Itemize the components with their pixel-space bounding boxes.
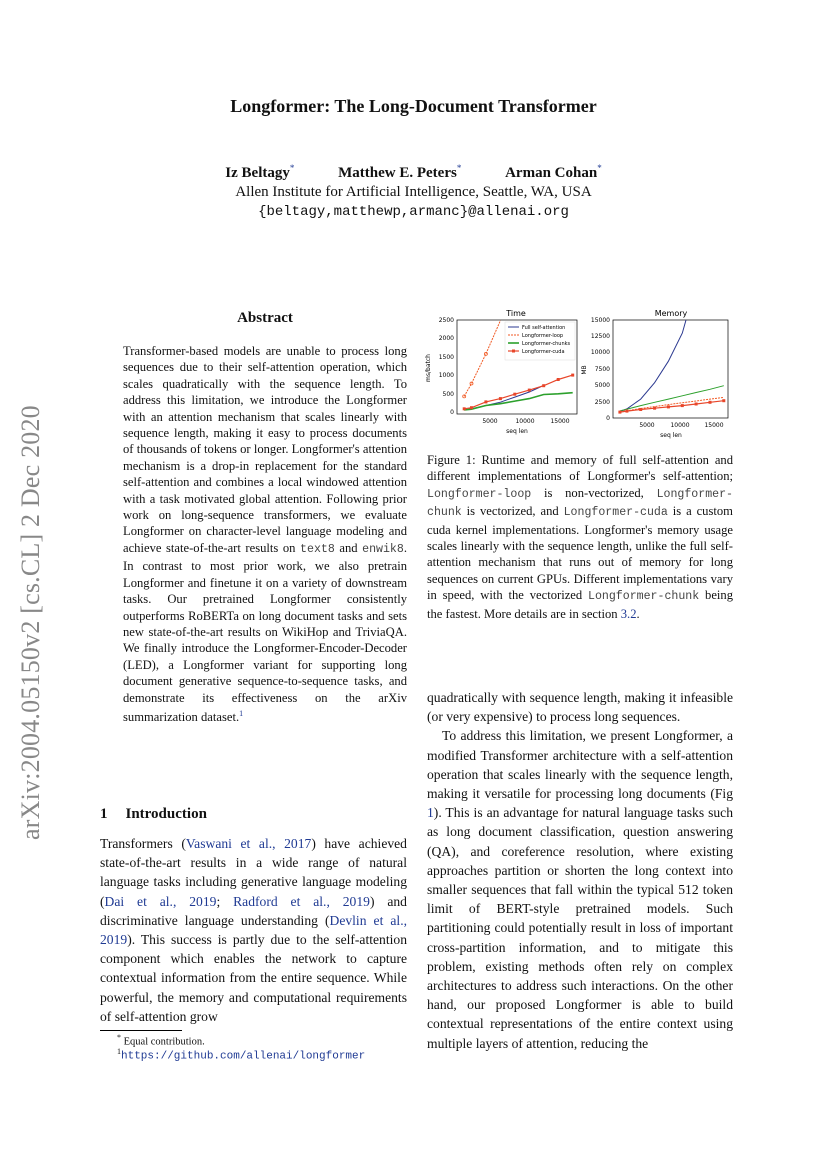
chart-title: Memory bbox=[654, 309, 688, 318]
svg-text:15000: 15000 bbox=[550, 418, 570, 425]
y-axis-label: ms/batch bbox=[425, 354, 432, 382]
svg-text:2000: 2000 bbox=[438, 335, 454, 342]
x-axis-label: seq len bbox=[660, 432, 682, 439]
author-name: Iz Beltagy* bbox=[225, 163, 295, 181]
author-emails: {beltagy,matthewp,armanc}@allenai.org bbox=[258, 204, 569, 220]
github-url-link[interactable]: https://github.com/allenai/longformer bbox=[121, 1050, 366, 1063]
svg-text:Longformer-loop: Longformer-loop bbox=[522, 333, 564, 339]
y-axis-ticks bbox=[591, 317, 610, 422]
y-axis-label: MB bbox=[581, 365, 588, 375]
memory-chart-svg bbox=[580, 306, 735, 446]
abstract-heading: Abstract bbox=[237, 310, 293, 326]
footnote-divider bbox=[100, 1030, 182, 1031]
citation-link[interactable]: Vaswani et al., 2017 bbox=[185, 836, 312, 851]
section-heading-introduction: 1 Introduction bbox=[100, 806, 207, 822]
footnote-link[interactable]: 1 bbox=[239, 708, 244, 718]
series-longformer-loop bbox=[620, 397, 724, 411]
series-longformer-loop bbox=[464, 321, 500, 397]
x-axis-label: seq len bbox=[506, 428, 528, 435]
svg-text:15000: 15000 bbox=[704, 422, 724, 429]
y-axis-ticks bbox=[439, 317, 454, 416]
paragraph: quadratically with sequence length, making it infeasible (or very expensive) to process long sequences. bbox=[427, 690, 733, 725]
svg-text:1000: 1000 bbox=[438, 372, 454, 379]
svg-text:7500: 7500 bbox=[594, 366, 610, 373]
svg-text:5000: 5000 bbox=[594, 382, 610, 389]
chart-legend bbox=[505, 322, 575, 360]
svg-text:10000: 10000 bbox=[670, 422, 690, 429]
author-list bbox=[0, 163, 827, 182]
svg-text:1500: 1500 bbox=[438, 354, 454, 361]
svg-text:2500: 2500 bbox=[438, 317, 454, 324]
svg-text:12500: 12500 bbox=[590, 333, 610, 340]
introduction-text: Transformers (Vaswani et al., 2017) have achieved state-of-the-art results in a wide range of natural language tasks including generative language modeling (Dai et al., 2019; Radford et al., 2019) and discriminative language understanding (Devlin et al., 2019). This success is partly due to the self-attention component which enables the network to capture contextual information from the entire sequence. While powerful, the memory and computational requirements of self-attention grow bbox=[100, 836, 407, 1024]
dataset-name: text8 bbox=[300, 542, 335, 556]
svg-text:500: 500 bbox=[442, 391, 454, 398]
chart-title: Time bbox=[506, 309, 526, 318]
figure-reference-link[interactable]: 1 bbox=[427, 805, 434, 821]
paper-title: Longformer: The Long-Document Transformer bbox=[230, 96, 597, 116]
footnote-github-link: $^1$https://github.com/allenai/longformer bbox=[117, 1047, 366, 1063]
affiliation: Allen Institute for Artificial Intelligence, Seattle, WA, USA bbox=[235, 184, 592, 200]
abstract-text: Transformer-based models are unable to process long sequences due to their self-attention operation, which scales quadratically with the sequence length. To address this limitation, we introduce the Longformer with an attention mechanism that scales linearly with sequence length, making it easy to process documents of thousands of tokens or longer. Longformer's attention mechanism is a drop-in replacement for the standard self-attention and combines a local windowed attention with a task motivated global attention. Following prior work on long-sequence transformers, we evaluate Longformer on character-level language modeling and achieve state-of-the-art results on text8 and enwik8. In contrast to most prior work, we also pretrain Longformer and finetune it on a variety of downstream tasks. Our pretrained Longformer consistently outperforms RoBERTa on long document tasks and sets new state-of-the-art results on WikiHop and TriviaQA. We finally introduce the Longformer-Encoder-Decoder (LED), a Longformer variant for supporting long document generative sequence-to-sequence tasks, and demonstrate its effectiveness on the arXiv summarization dataset.$^1$ bbox=[123, 344, 407, 725]
series-longformer-chunks bbox=[464, 393, 573, 410]
svg-text:Longformer-chunks: Longformer-chunks bbox=[522, 341, 571, 347]
section-reference-link[interactable]: 3.2 bbox=[620, 606, 637, 621]
figure-1-caption: Figure 1: Runtime and memory of full self-attention and different implementations of Longformer's self-attention; Longformer-loop is non-vectorized, Longformer-chunk is vectorized, and Longformer-cuda is a custom cuda kernel implementations. Longformer's memory usage scales linearly with the sequence length, unlike the full self-attention mechanism that runs out of memory for long sequences on current GPUs. Different implementations vary in speed, with the vectorized Longformer-chunk being the fastest. More details are in section 3.2. bbox=[427, 453, 734, 621]
author-name: Matthew E. Peters* bbox=[338, 163, 462, 181]
svg-text:2500: 2500 bbox=[594, 399, 610, 406]
introduction-text-continued bbox=[427, 688, 733, 1053]
memory-chart bbox=[580, 306, 735, 446]
time-chart bbox=[422, 306, 587, 446]
x-axis-ticks bbox=[482, 418, 569, 425]
footnote-equal-contribution: * Equal contribution. bbox=[117, 1033, 205, 1048]
svg-text:0: 0 bbox=[450, 409, 454, 416]
series-longformer-cuda bbox=[464, 375, 573, 409]
citation-link[interactable]: Dai et al., 2019 bbox=[104, 893, 217, 909]
svg-text:15000: 15000 bbox=[590, 317, 610, 324]
time-chart-svg bbox=[422, 306, 587, 446]
citation-link[interactable]: Radford et al., 2019 bbox=[233, 893, 370, 909]
dataset-name: enwik8 bbox=[362, 542, 404, 556]
citation-link[interactable]: Devlin et al., 2019 bbox=[100, 912, 407, 948]
svg-text:5000: 5000 bbox=[639, 422, 655, 429]
x-axis-ticks bbox=[639, 422, 723, 429]
svg-text:10000: 10000 bbox=[515, 418, 535, 425]
svg-text:10000: 10000 bbox=[590, 349, 610, 356]
author-name: Arman Cohan* bbox=[505, 163, 602, 181]
svg-text:Full self-attention: Full self-attention bbox=[522, 325, 566, 331]
svg-text:Longformer-cuda: Longformer-cuda bbox=[522, 349, 565, 355]
arxiv-identifier-stamp: arXiv:2004.05150v2 [cs.CL] 2 Dec 2020 bbox=[16, 405, 45, 840]
svg-text:5000: 5000 bbox=[482, 418, 498, 425]
paragraph: To address this limitation, we present Longformer, a modified Transformer architecture with a self-attention operation that scales linearly with the sequence length, making it versatile for processing long documents (Fig 1). This is an advantage for natural language tasks such as long document classification, question answering (QA), and coreference resolution, where existing approaches partition or shorten the long context into smaller sequences that fall within the typical 512 token limit of BERT-style pretrained models. Such partitioning could potentially result in loss of important cross-partition information, and to mitigate this problem, existing methods often rely on complex architectures to address such interactions. On the other hand, our proposed Longformer is able to build contextual representations of the entire context using multiple layers of attention, reducing the bbox=[427, 728, 733, 1051]
svg-text:0: 0 bbox=[606, 415, 610, 422]
